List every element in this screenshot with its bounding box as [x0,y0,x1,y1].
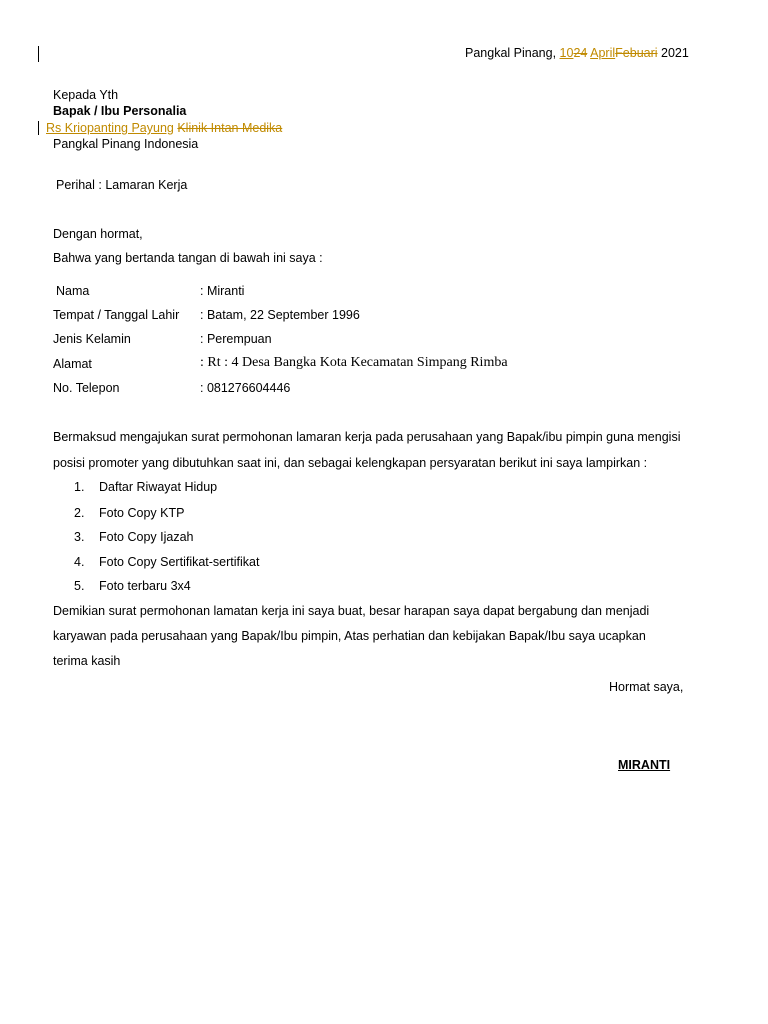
date-day-deleted: 24 [573,46,588,60]
signature-name: MIRANTI [618,758,671,772]
closing-line-3: terima kasih [53,654,121,668]
identity-value-gender: : Perempuan [200,332,272,346]
signoff: Hormat saya, [609,680,684,694]
closing-line-1: Demikian surat permohonan lamatan kerja ini saya buat, besar harapan saya dapat bergabung dan menjadi [53,604,650,618]
identity-value-birth: : Batam, 22 September 1996 [200,308,360,322]
company-inserted: Rs Kriopanting Payung [46,121,174,135]
list-item: Foto Copy Ijazah [99,530,194,544]
body-paragraph-line-1: Bermaksud mengajukan surat permohonan lamaran kerja pada perusahaan yang Bapak/ibu pimpin guna mengisi [53,430,681,444]
identity-value-phone: : 081276604446 [200,381,291,395]
list-item-number: 3. [74,530,85,544]
recipient-addressee: Bapak / Ibu Personalia [53,104,187,118]
identity-value-address: : Rt : 4 Desa Bangka Kota Kecamatan Simpang Rimba [200,355,508,370]
recipient-city: Pangkal Pinang Indonesia [53,137,199,151]
list-item: Daftar Riwayat Hidup [99,480,218,494]
intro-text: Bahwa yang bertanda tangan di bawah ini saya : [53,251,323,265]
list-item: Foto terbaru 3x4 [99,579,191,593]
revision-change-bar-top [38,46,39,62]
list-item: Foto Copy KTP [99,506,185,520]
closing-line-2: karyawan pada perusahaan yang Bapak/Ibu pimpin, Atas perhatian dan kebijakan Bapak/Ibu saya ucapkan [53,629,646,643]
subject-line: Perihal : Lamaran Kerja [56,178,188,192]
identity-label-gender: Jenis Kelamin [53,332,131,346]
list-item-number: 4. [74,555,85,569]
identity-label-birth: Tempat / Tanggal Lahir [53,308,180,322]
date-day-inserted: 10 [559,46,574,60]
recipient-salutation: Kepada Yth [53,88,119,102]
body-paragraph-line-2: posisi promoter yang dibutuhkan saat ini, dan sebagai kelengkapan persyaratan berikut ini saya lampirkan : [53,456,648,470]
date-year: 2021 [661,46,689,60]
list-item-number: 5. [74,579,85,593]
date-place: Pangkal Pinang, [465,46,557,60]
identity-label-address: Alamat [53,357,92,371]
identity-label-phone: No. Telepon [53,381,120,395]
date-month-inserted: April [590,46,616,60]
date-month-deleted: Febuari [615,46,658,60]
identity-value-name: : Miranti [200,284,245,298]
identity-label-name: Nama [56,284,90,298]
list-item-number: 1. [74,480,85,494]
recipient-company [46,121,282,135]
greeting: Dengan hormat, [53,227,143,241]
list-item: Foto Copy Sertifikat-sertifikat [99,555,260,569]
list-item-number: 2. [74,506,85,520]
date-line [465,46,689,60]
revision-change-bar-company [38,121,39,135]
company-deleted: Klinik Intan Medika [177,121,283,135]
